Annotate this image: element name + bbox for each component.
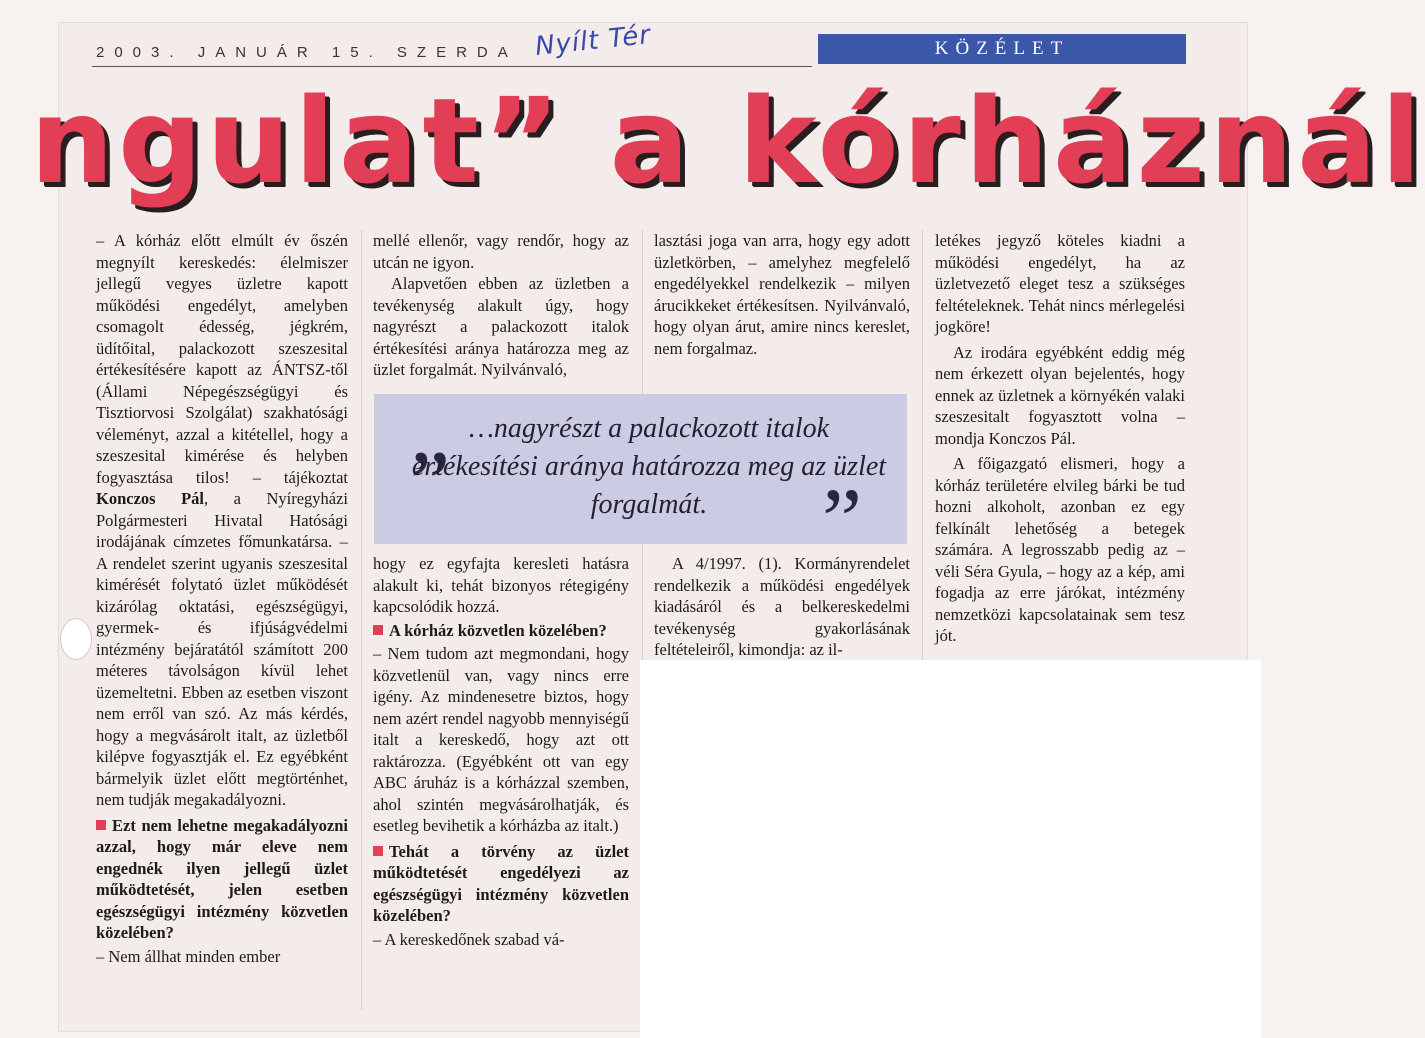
paragraph	[96, 230, 348, 811]
paragraph: – Nem állhat minden ember	[96, 946, 281, 966]
article-column-4	[935, 230, 1185, 647]
cut-out-blank-area	[640, 660, 1261, 1038]
punch-hole	[60, 618, 92, 660]
interview-question	[96, 815, 348, 944]
column-divider	[361, 230, 362, 1010]
header-rule	[92, 66, 812, 67]
paragraph-text: – A kórház előtt elmúlt év őszén megnyílt kereskedés: élelmiszer jellegű vegyes üzletre kapott működési engedélyt, amelyben csomagolt édesség, jégkrém, üdítőital, palackozott szeszesital értékesítésére kapott az ÁNTSZ-től (Állami Népegészségügyi és Tisztiorvosi Szolgálat) szakhatósági véleményt, azzal a kitétellel, hogy a szeszesital kimérése és helyben fogyasztása tilos! – tájékoztat	[96, 231, 348, 487]
paragraph: letékes jegyző köteles kiadni a működési engedélyt, ha az üzletvezető eleget tesz a szükséges feltételeknek. Tehát nincs mérlegelési jogköre!	[935, 231, 1185, 336]
question-text: Ezt nem lehetne megakadályozni azzal, hogy már eleve nem engednék ilyen jellegű üzlet működtetését, jelen esetben egészségügyi intézmény közvetlen közelében?	[96, 815, 348, 942]
question-text: Tehát a törvény az üzlet működtetését engedélyezi az egészségügyi intézmény közvetlen közelében?	[373, 841, 629, 925]
interview-question	[373, 841, 629, 927]
headline: ngulat” a kórháznál	[30, 72, 1425, 210]
person-name: Konczos Pál	[96, 489, 204, 508]
article-column-2-bottom	[373, 553, 629, 950]
paragraph: Alapvetően ebben az üzletben a tevékenység alakult úgy, hogy nagyrészt a palackozott italok értékesítési aránya határozza meg az üzlet forgalmát. Nyilvánvaló,	[373, 274, 629, 379]
paragraph: – Nem tudom azt megmondani, hogy közvetlenül van, vagy nincs erre igény. Az mindenesetre biztos, hogy nem azért rendel nagyobb mennyiségű italt a kereskedő, hogy azt ott raktározza. (Egyébként ott van egy ABC áruház is a kórházzal szemben, ahol szintén megvásárolhatják, és esetleg bevihetik a kórházba az italt.)	[373, 644, 629, 835]
article-column-3-bottom	[654, 553, 910, 661]
paragraph: A főigazgató elismeri, hogy a kórház területére elvileg bárki be tud hozni alkoholt, azonban ez egy felkínált lehetőség a betegek számára. A legrosszabb pedig az – véli Séra Gyula, – hogy az a kép, ami fogadja az erre járókat, intézmény nemzetközi kapcsolatainak sem tesz jót.	[935, 454, 1185, 645]
paragraph: Az irodára egyébként eddig még nem érkezett olyan bejelentés, hogy ennek az üzletnek a környékén valaki szeszesitalt fogyasztott volna – mondja Konczos Pál.	[935, 342, 1185, 448]
article-column-3-top	[654, 230, 910, 359]
column-divider	[922, 230, 923, 660]
pull-quote	[374, 383, 907, 570]
paragraph: – A kereskedőnek szabad vá-	[373, 929, 565, 949]
article-column-2-top	[373, 230, 629, 381]
question-marker-icon	[373, 625, 383, 635]
paragraph: lasztási joga van arra, hogy egy adott üzletkörben, – amelyhez megfelelő engedélyekkel rendelkezik – milyen árucikkeket értékesítsen. Nyilvánvaló, hogy olyan árut, amire nincs kereslet, nem forgalmaz.	[654, 231, 910, 358]
paragraph: hogy ez egyfajta keresleti hatásra alakult ki, tehát bizonyos rétegigény kapcsolódik hozzá.	[373, 554, 629, 616]
section-label: KÖZÉLET	[818, 34, 1186, 64]
pull-quote-text: …nagyrészt a palackozott italok értékesítési aránya határozza meg az üzlet forgalmát.	[411, 413, 887, 520]
paragraph: mellé ellenőr, vagy rendőr, hogy az utcán ne igyon.	[373, 231, 629, 272]
question-text: A kórház közvetlen közelében?	[389, 620, 607, 640]
dateline: 2003. JANUÁR 15. SZERDA	[96, 44, 518, 61]
handwritten-note: Nyílt Tér	[533, 20, 653, 62]
question-marker-icon	[373, 846, 383, 856]
question-marker-icon	[96, 820, 106, 830]
article-column-1	[96, 230, 348, 967]
paragraph: A 4/1997. (1). Kormányrendelet rendelkezik a működési engedélyek kiadásáról és a belkereskedelmi tevékenység gyakorlásának feltételeiről, kimondja: az il-	[654, 554, 910, 659]
opening-quote-mark: „	[410, 383, 450, 482]
interview-question	[373, 620, 629, 642]
paragraph-text: , a Nyíregyházi Polgármesteri Hivatal Hatósági irodájának címzetes főmunkatársa. – A rendelet szerint ugyanis szeszesital kimérését folytató üzlet működését kizárólag oktatási, egészségügyi, gyermek- és ifjúságvédelmi intézmény bejáratától számított 200 méteres távolságon kívül lehet üzemeltetni. Ebben az esetben viszont nem erről van szó. Az más kérdés, hogy a megvásárolt italt, az üzletből kilépve fogyasztják el. Ez egyébként bármelyik üzlet előtt megtörténhet, nem tudják megakadályozni.	[96, 489, 348, 809]
closing-quote-mark: ”	[822, 471, 862, 570]
